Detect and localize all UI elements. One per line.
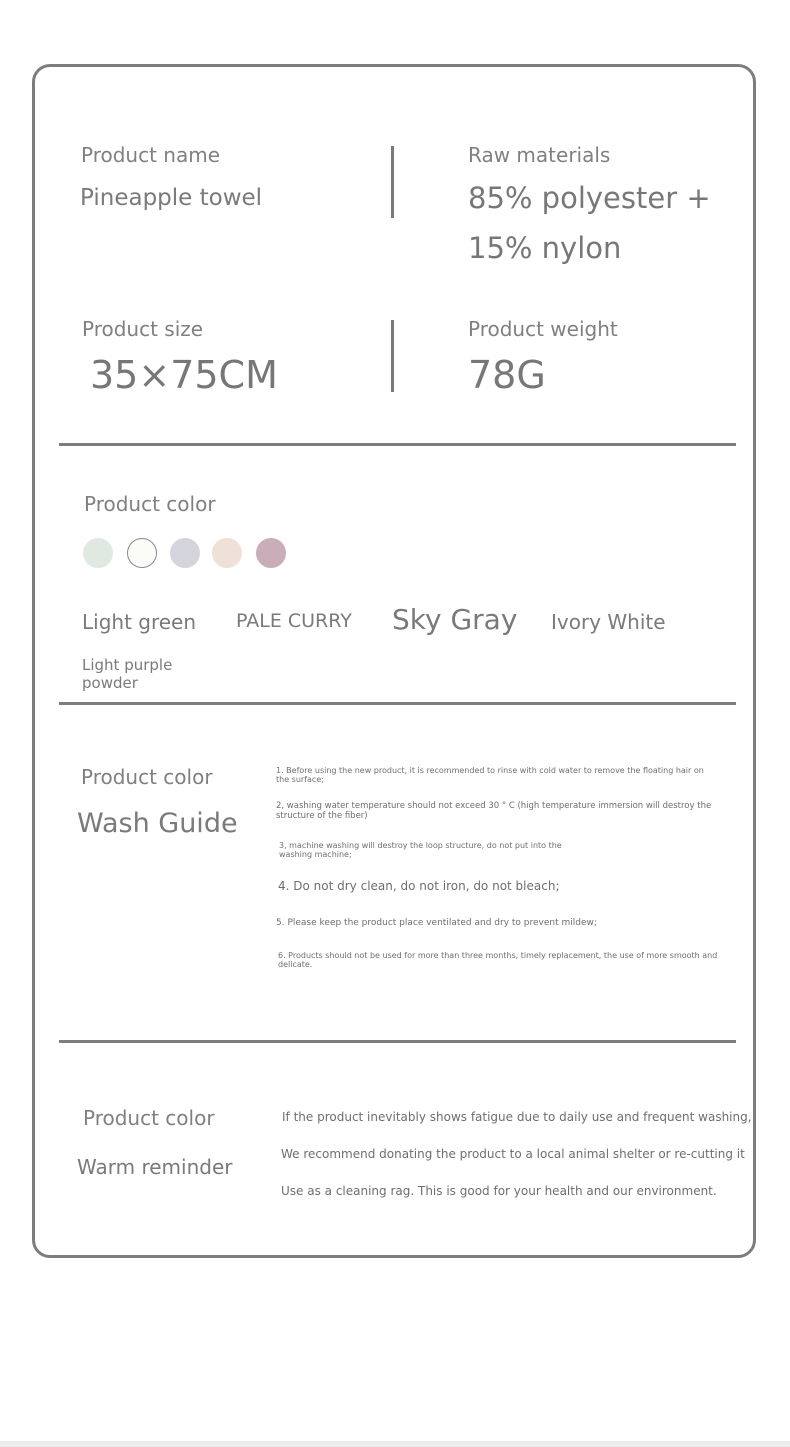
product-name-label: Product name [81, 143, 221, 167]
wash-item-1: 1. Before using the new product, it is recommended to rinse with cold water to remove the floating hair on the surface; [276, 766, 704, 785]
section-divider [59, 443, 736, 446]
product-weight-value: 78G [468, 353, 546, 397]
reminder-line-3: Use as a cleaning rag. This is good for your health and our environment. [281, 1184, 717, 1198]
reminder-line-1: If the product inevitably shows fatigue due to daily use and frequent washing, [282, 1110, 752, 1124]
product-color-label: Product color [84, 492, 216, 516]
raw-materials-label: Raw materials [468, 143, 611, 167]
product-name-value: Pineapple towel [80, 185, 263, 211]
raw-materials-value-line1: 85% polyester + [468, 181, 711, 215]
wash-guide-title: Wash Guide [77, 808, 238, 839]
color-name-pale-curry: PALE CURRY [236, 610, 352, 632]
sky-gray-swatch [170, 538, 200, 568]
section-divider [59, 702, 736, 705]
product-weight-label: Product weight [468, 317, 618, 341]
raw-materials-value-line2: 15% nylon [468, 231, 622, 265]
reminder-line-2: We recommend donating the product to a local animal shelter or re-cutting it [281, 1147, 745, 1161]
color-name-light-green: Light green [82, 610, 197, 634]
color-name-light-purple-line2: powder [82, 674, 138, 692]
light-green-swatch [83, 538, 113, 568]
color-name-light-purple: Light purple [82, 656, 173, 674]
wash-item-4: 4. Do not dry clean, do not iron, do not bleach; [278, 879, 560, 893]
color-name-ivory-white: Ivory White [551, 610, 666, 634]
wash-item-3: 3, machine washing will destroy the loop structure, do not put into the washing machine; [279, 841, 562, 860]
ivory-white-swatch [212, 538, 242, 568]
product-size-value: 35×75CM [90, 353, 278, 397]
wash-item-6: 6. Products should not be used for more than three months, timely replacement, the use of more smooth and delicate. [278, 951, 718, 970]
warm-reminder-title: Warm reminder [77, 1155, 233, 1179]
light-purple-swatch [256, 538, 286, 568]
wash-item-2: 2, washing water temperature should not exceed 30 ° C (high temperature immersion will destroy the structure of the fiber) [276, 801, 712, 821]
reminder-section-label: Product color [83, 1106, 215, 1130]
product-size-label: Product size [82, 317, 204, 341]
wash-section-label: Product color [81, 765, 213, 789]
spec-divider [391, 320, 394, 392]
wash-item-5: 5. Please keep the product place ventilated and dry to prevent mildew; [276, 918, 597, 928]
spec-divider [391, 146, 394, 218]
page-bottom-strip [0, 1441, 790, 1447]
section-divider [59, 1040, 736, 1043]
pale-curry-swatch [127, 538, 157, 568]
color-name-sky-gray: Sky Gray [392, 603, 518, 636]
